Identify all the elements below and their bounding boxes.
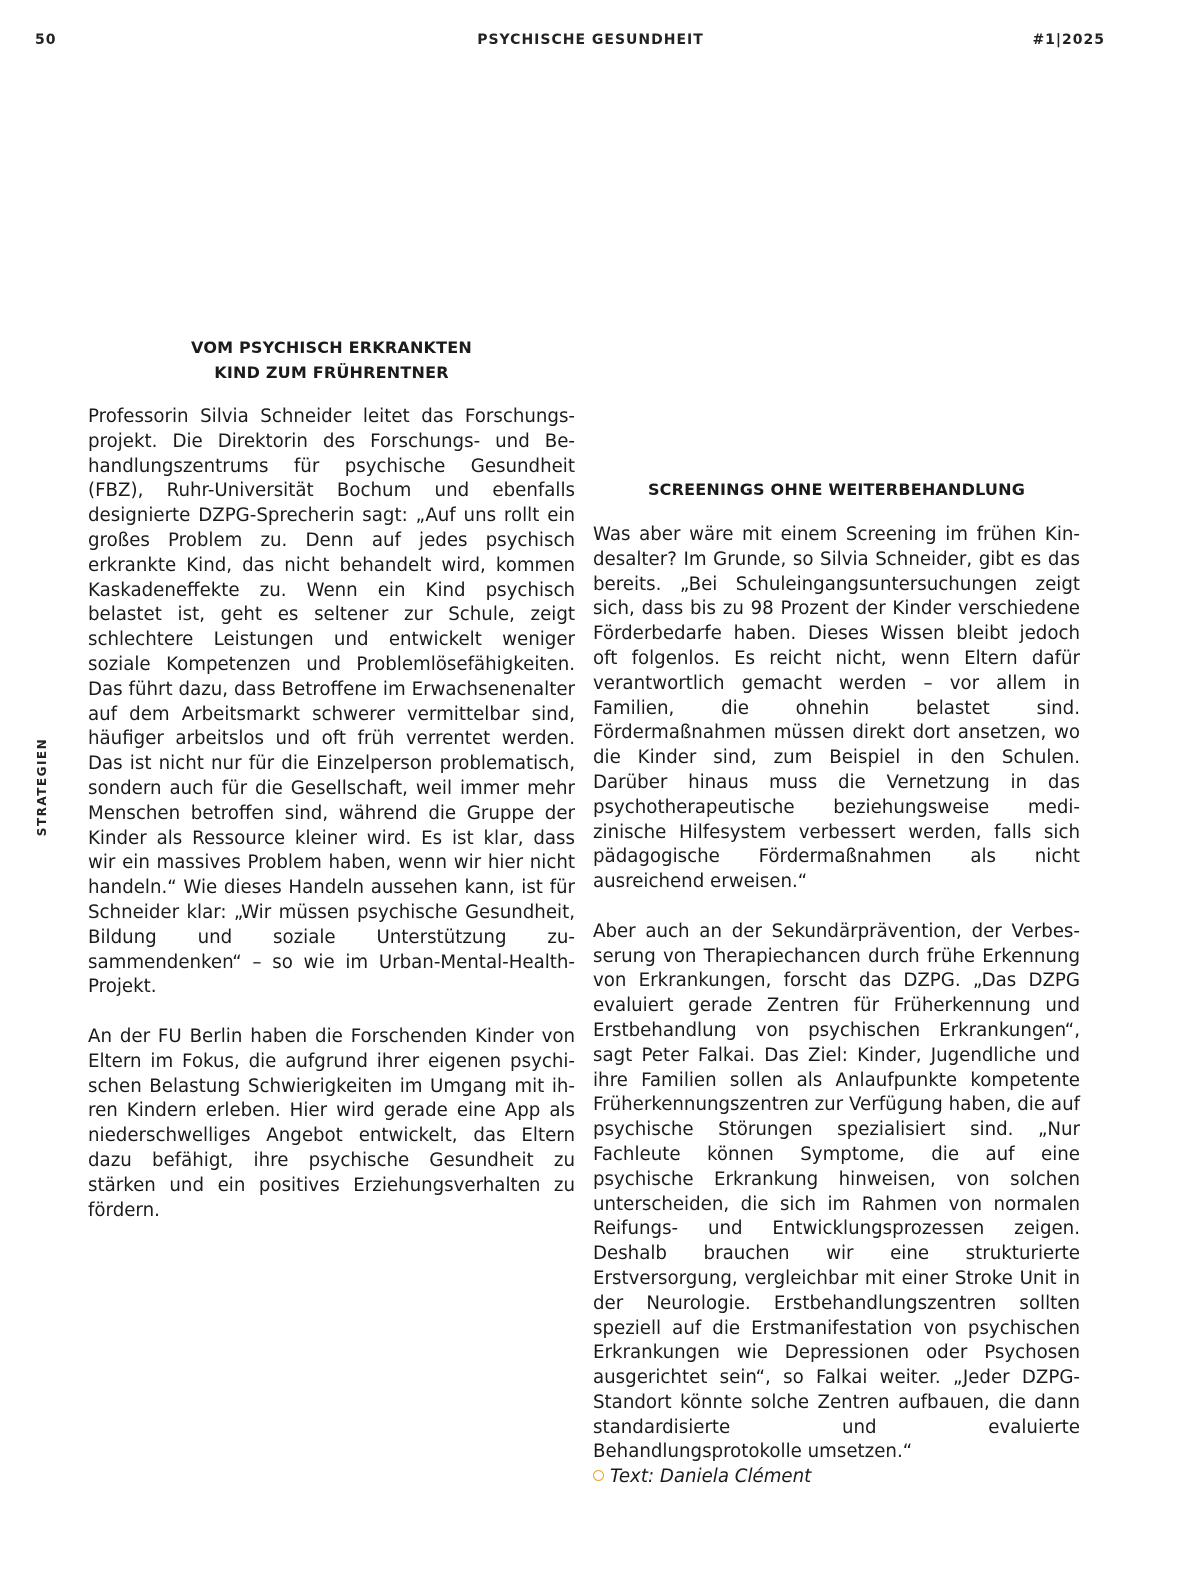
issue-number: #1|2025 [1032,32,1105,48]
page-number: 50 [35,32,57,48]
left-paragraph-1: Professorin Silvia Schneider leitet das Forschungsprojekt. Die Direktorin des Forschungs- und Behandlungszentrums für psychische Gesundheit (FBZ), Ruhr-Universität Bochum und ebenfalls designierte DZPG-Sprecherin sagt: „Auf uns rollt ein großes Problem zu. Denn auf jedes psychisch erkrankte Kind, das nicht behandelt wird, kommen Kaskadeneffekte zu. Wenn ein Kind psychisch belastet ist, geht es seltener zur Schule, zeigt schlechtere Leistungen und entwickelt weniger soziale Kompetenzen und Problemlösefähigkeiten. Das führt dazu, dass Betroffene im Erwachsenenalter auf dem Arbeitsmarkt schwerer vermittelbar sind, häufiger arbeitslos und oft früh verrentet werden. Das ist nicht nur für die Einzelperson problematisch, sondern auch für die Gesellschaft, weil immer mehr Menschen betroffen sind, während die Gruppe der Kinder als Ressource kleiner wird. Es ist klar, dass wir ein massives Problem haben, wenn wir hier nicht handeln.“ Wie dieses Handeln aussehen kann, ist für Schneider klar: „Wir müssen psychische Gesundheit, Bildung und soziale Unterstützung zusammendenken“ – so wie im Urban-Mental-Health-Projekt. [88,406,575,998]
left-column [88,335,575,1248]
circle-bullet-icon [593,1470,604,1481]
right-column [593,477,1080,1490]
author-credit-text: Text: Daniela Clément [610,1466,812,1488]
left-heading: VOM PSYCHISCH ERKRANKTEN KIND ZUM FRÜHRENTNER [191,338,472,382]
left-paragraph-2: An der FU Berlin haben die Forschenden Kinder von Eltern im Fokus, die aufgrund ihrer eigenen psychischen Belastung Schwierigkeiten im Umgang mit ihren Kindern erleben. Hier wird gerade eine App als niederschwelliges Angebot entwickelt, das Eltern dazu befähigt, ihre psychische Gesundheit zu stärken und ein positives Erziehungsverhalten zu fördern. [88,1025,575,1221]
side-section-label: STRATEGIEN [35,737,49,837]
right-paragraph-2: Aber auch an der Sekundärprävention, der Verbesserung von Therapiechancen durch frühe Erkennung von Erkrankungen, forscht das DZPG. „Das DZPG evaluiert gerade Zentren für Früherkennung und Erstbehandlung von psychischen Erkrankungen“, sagt Peter Falkai. Das Ziel: Kinder, Jugendliche und ihre Familien sollen als Anlaufpunkte kompetente Früherkennungszentren zur Verfügung haben, die auf psychische Störungen spezialisiert sind. „Nur Fachleute können Symptome, die auf eine psychische Erkrankung hinweisen, von solchen unterscheiden, die sich im Rahmen von normalen Reifungs- und Entwicklungsprozessen zeigen. Deshalb brauchen wir eine strukturierte Erstversorgung, vergleichbar mit einer Stroke Unit in der Neurologie. Erstbehandlungszentren sollten speziell auf die Erstmanifestation von psychischen Erkrankungen wie Depressionen oder Psychosen ausgerichtet sein“, so Falkai weiter. „Jeder DZPG-Standort könnte solche Zentren aufbauen, die dann standardisierte und evaluierte Behandlungsprotokolle umsetzen.“ [593,920,1080,1463]
right-heading: SCREENINGS OHNE WEITERBEHANDLUNG [647,480,1026,499]
right-paragraph-1: Was aber wäre mit einem Screening im frühen Kindesalter? Im Grunde, so Silvia Schneider, gibt es das bereits. „Bei Schuleingangsuntersuchungen zeigt sich, dass bis zu 98 Prozent der Kinder verschiedene Förderbedarfe haben. Dieses Wissen bleibt jedoch oft folgenlos. Es reicht nicht, wenn Eltern dafür verantwortlich gemacht werden – vor allem in Familien, die ohnehin belastet sind. Fördermaßnahmen müssen direkt dort ansetzen, wo die Kinder sind, zum Beispiel in den Schulen. Darüber hinaus muss die Vernetzung in das psychotherapeutische beziehungsweise medizinische Hilfesystem verbessert werden, falls sich pädagogische Fördermaßnahmen als nicht ausreichend erweisen.“ [593,524,1080,893]
author-credit [593,1465,1080,1490]
section-title: PSYCHISCHE GESUNDHEIT [477,32,704,48]
